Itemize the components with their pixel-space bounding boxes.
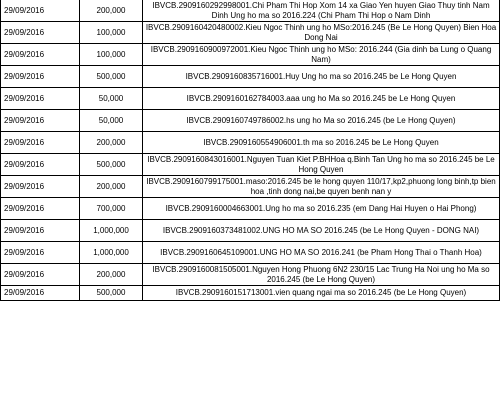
description-cell: IBVCB.2909160645109001.UNG HO MA SO 2016.241 (be Pham Hong Thai o Thanh Hoa)	[143, 242, 500, 264]
table-row	[1, 198, 500, 220]
description-cell: IBVCB.2909160900972001.Kieu Ngoc Thinh ung ho MSo: 2016.244 (Gia dinh ba Lung o Quang Nam)	[143, 44, 500, 66]
amount-cell: 50,000	[80, 110, 143, 132]
amount-cell: 500,000	[80, 66, 143, 88]
amount-cell: 1,000,000	[80, 242, 143, 264]
date-cell: 29/09/2016	[1, 44, 80, 66]
table-row	[1, 176, 500, 198]
amount-cell: 500,000	[80, 286, 143, 301]
table-row	[1, 242, 500, 264]
date-cell: 29/09/2016	[1, 22, 80, 44]
table-row	[1, 22, 500, 44]
table-row	[1, 286, 500, 301]
description-cell: IBVCB.2909160292998001.Chi Pham Thi Hop Xom 14 xa Giao Yen huyen Giao Thuy tinh Nam Dinh Ung ho ma so 2016.224 (Chi Pham Thi Hop o Nam Dinh	[143, 0, 500, 22]
table-row	[1, 66, 500, 88]
amount-cell: 200,000	[80, 176, 143, 198]
date-cell: 29/09/2016	[1, 220, 80, 242]
description-cell: IBVCB.2909160749786002.hs ung ho Ma so 2016.245 (be Le Hong Quyen)	[143, 110, 500, 132]
date-cell: 29/09/2016	[1, 154, 80, 176]
description-cell: IBVCB.2909160835716001.Huy Ung ho ma so 2016.245 be Le Hong Quyen	[143, 66, 500, 88]
date-cell: 29/09/2016	[1, 88, 80, 110]
description-cell: IBVCB.2909160799175001.maso:2016.245 be le hong quyen 110/17,kp2,phuong long binh,tp bien hoa ,tinh dong nai,be quyen benh nan y	[143, 176, 500, 198]
description-cell: IBVCB.2909160004663001.Ung ho ma so 2016.235 (em Dang Hai Huyen o Hai Phong)	[143, 198, 500, 220]
amount-cell: 700,000	[80, 198, 143, 220]
table-row	[1, 132, 500, 154]
amount-cell: 50,000	[80, 88, 143, 110]
date-cell: 29/09/2016	[1, 264, 80, 286]
table-row	[1, 154, 500, 176]
description-cell: IBVCB.2909160162784003.aaa ung ho Ma so 2016.245 be Le Hong Quyen	[143, 88, 500, 110]
date-cell: 29/09/2016	[1, 66, 80, 88]
table-row	[1, 44, 500, 66]
description-cell: IBVCB.2909160151713001.vien quang ngai ma so 2016.245 (be Le Hong Quyen)	[143, 286, 500, 301]
amount-cell: 100,000	[80, 22, 143, 44]
transaction-table-body	[1, 0, 500, 301]
table-row	[1, 264, 500, 286]
amount-cell: 500,000	[80, 154, 143, 176]
description-cell: IBVCB.2909160081505001.Nguyen Hong Phuong 6N2 230/15 Lac Trung Ha Noi ung ho Ma so 2016.245 (be Le Hong Quyen)	[143, 264, 500, 286]
amount-cell: 200,000	[80, 132, 143, 154]
table-row	[1, 220, 500, 242]
date-cell: 29/09/2016	[1, 0, 80, 22]
description-cell: IBVCB.2909160420480002.Kieu Ngoc Thinh ung ho MSo:2016.245 (Be Le Hong Quyen) Bien Hoa Dong Nai	[143, 22, 500, 44]
amount-cell: 100,000	[80, 44, 143, 66]
table-row	[1, 110, 500, 132]
date-cell: 29/09/2016	[1, 110, 80, 132]
description-cell: IBVCB.2909160373481002.UNG HO MA SO 2016.245 (be Le Hong Quyen - DONG NAI)	[143, 220, 500, 242]
amount-cell: 200,000	[80, 264, 143, 286]
date-cell: 29/09/2016	[1, 242, 80, 264]
date-cell: 29/09/2016	[1, 176, 80, 198]
description-cell: IBVCB.2909160554906001.th ma so 2016.245 be Le Hong Quyen	[143, 132, 500, 154]
table-row	[1, 0, 500, 22]
date-cell: 29/09/2016	[1, 198, 80, 220]
description-cell: IBVCB.2909160843016001.Nguyen Tuan Kiet P.BHHoa q.Binh Tan Ung ho ma so 2016.245 be Le Hong Quyen	[143, 154, 500, 176]
amount-cell: 1,000,000	[80, 220, 143, 242]
amount-cell: 200,000	[80, 0, 143, 22]
date-cell: 29/09/2016	[1, 132, 80, 154]
date-cell: 29/09/2016	[1, 286, 80, 301]
table-row	[1, 88, 500, 110]
